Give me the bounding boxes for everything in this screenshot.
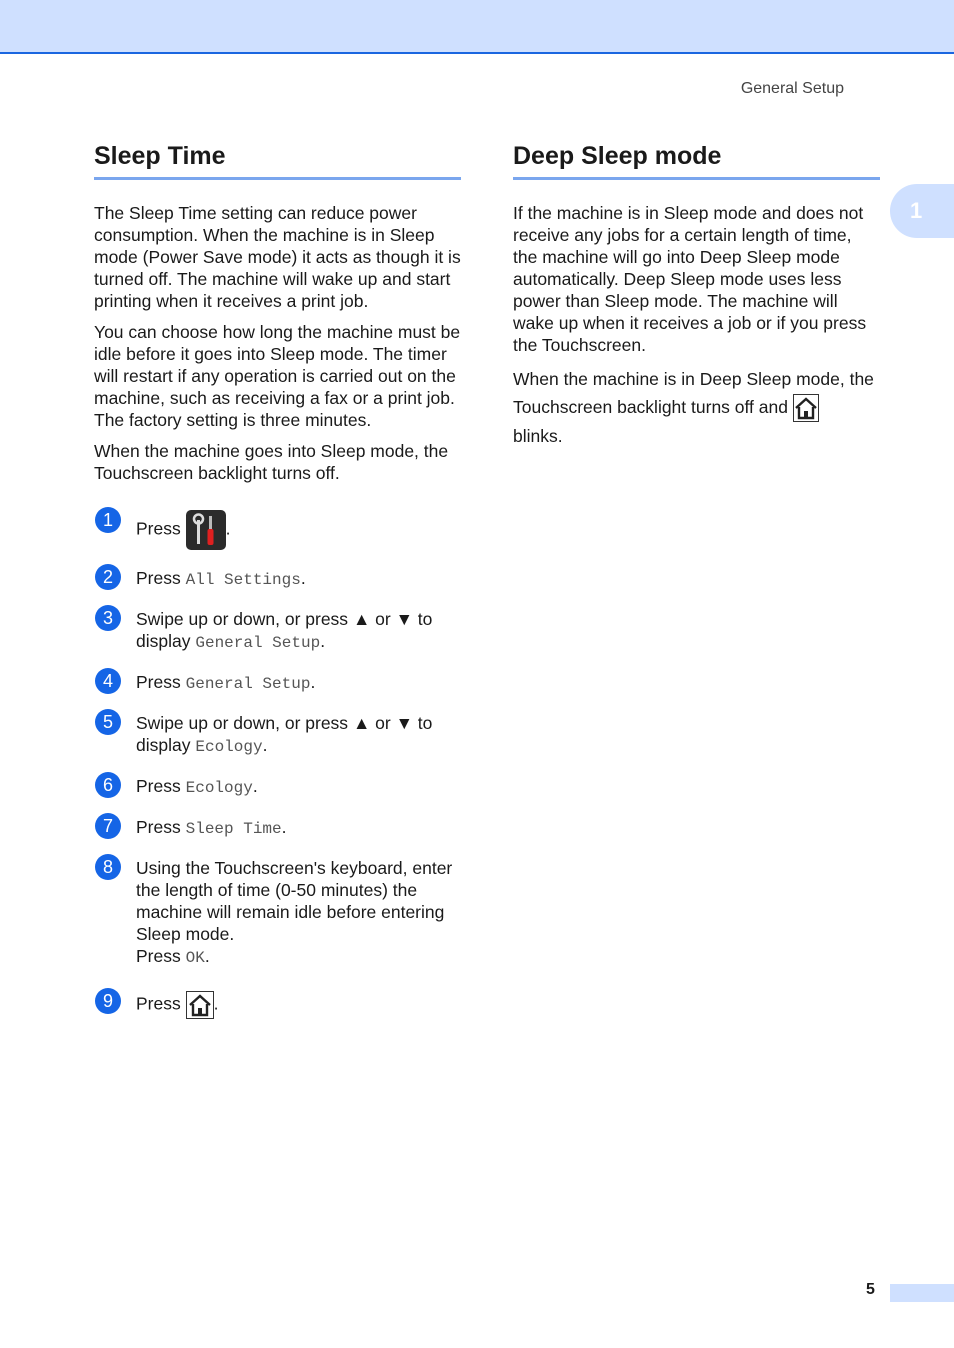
down-arrow-icon: ▼	[395, 713, 413, 733]
chapter-tab	[890, 184, 954, 238]
menu-option: General Setup	[195, 634, 321, 652]
step-3: 3 Swipe up or down, or press ▲ or ▼ to display General Setup.	[94, 608, 461, 654]
page-number: 5	[866, 1281, 875, 1298]
paragraph: If the machine is in Sleep mode and does not receive any jobs for a certain length of time, the machine will go into Deep Sleep mode automatically. Deep Sleep mode uses less power than Sleep mode. The machine will wake up when it receives a job or if you press the Touchscreen.	[513, 203, 867, 355]
step-number: 7	[95, 813, 121, 839]
menu-option: Ecology	[185, 779, 253, 797]
step-4: 4 Press General Setup.	[94, 671, 461, 695]
step-8: 8 Using the Touchscreen's keyboard, enter the length of time (0-50 minutes) the machine will remain idle before entering Sleep mode. Press OK.	[94, 857, 461, 969]
step-number: 5	[95, 709, 121, 735]
home-icon	[186, 991, 214, 1019]
step-number: 9	[95, 988, 121, 1014]
home-icon	[793, 394, 819, 422]
section-heading-sleep-time: Sleep Time	[94, 142, 461, 180]
step-6: 6 Press Ecology.	[94, 775, 461, 799]
step-7: 7 Press Sleep Time.	[94, 816, 461, 840]
paragraph: You can choose how long the machine must be idle before it goes into Sleep mode. The timer will restart if any operation is carried out on the machine, such as receiving a fax or a print job. The factory setting is three minutes.	[94, 322, 461, 430]
running-title: General Setup	[740, 80, 844, 97]
step-number: 4	[95, 668, 121, 694]
step-number: 1	[95, 507, 121, 533]
step-number: 3	[95, 605, 121, 631]
menu-option: Sleep Time	[185, 820, 282, 838]
up-arrow-icon: ▲	[352, 609, 371, 629]
step-9: 9 Press .	[94, 991, 461, 1019]
up-arrow-icon: ▲	[352, 713, 371, 733]
section-heading-deep-sleep: Deep Sleep mode	[513, 142, 880, 180]
chapter-number: 1	[910, 198, 923, 223]
step-number: 2	[95, 564, 121, 590]
menu-option: Ecology	[195, 738, 263, 756]
settings-tools-icon	[186, 510, 226, 550]
footer-bar	[890, 1284, 954, 1302]
step-number: 8	[95, 854, 121, 880]
paragraph: The Sleep Time setting can reduce power consumption. When the machine is in Sleep mode (Power Save mode) it acts as though it is turned off. The machine will wake up and start printing when it receives a print job.	[94, 203, 461, 311]
menu-option: General Setup	[185, 675, 311, 693]
step-5: 5 Swipe up or down, or press ▲ or ▼ to display Ecology.	[94, 712, 461, 758]
sleep-time-section	[94, 142, 461, 1019]
step-list	[94, 510, 461, 1019]
step-2: 2 Press All Settings.	[94, 567, 461, 591]
step-number: 6	[95, 772, 121, 798]
header-bar	[0, 0, 954, 54]
paragraph: When the machine goes into Sleep mode, the Touchscreen backlight turns off.	[94, 441, 449, 483]
step-1: 1 Press .	[94, 510, 461, 550]
deep-sleep-section	[513, 142, 880, 450]
down-arrow-icon: ▼	[395, 609, 413, 629]
paragraph: When the machine is in Deep Sleep mode, the Touchscreen backlight turns off and blinks.	[513, 369, 874, 447]
menu-option: All Settings	[185, 571, 301, 589]
menu-option: OK	[185, 949, 205, 967]
